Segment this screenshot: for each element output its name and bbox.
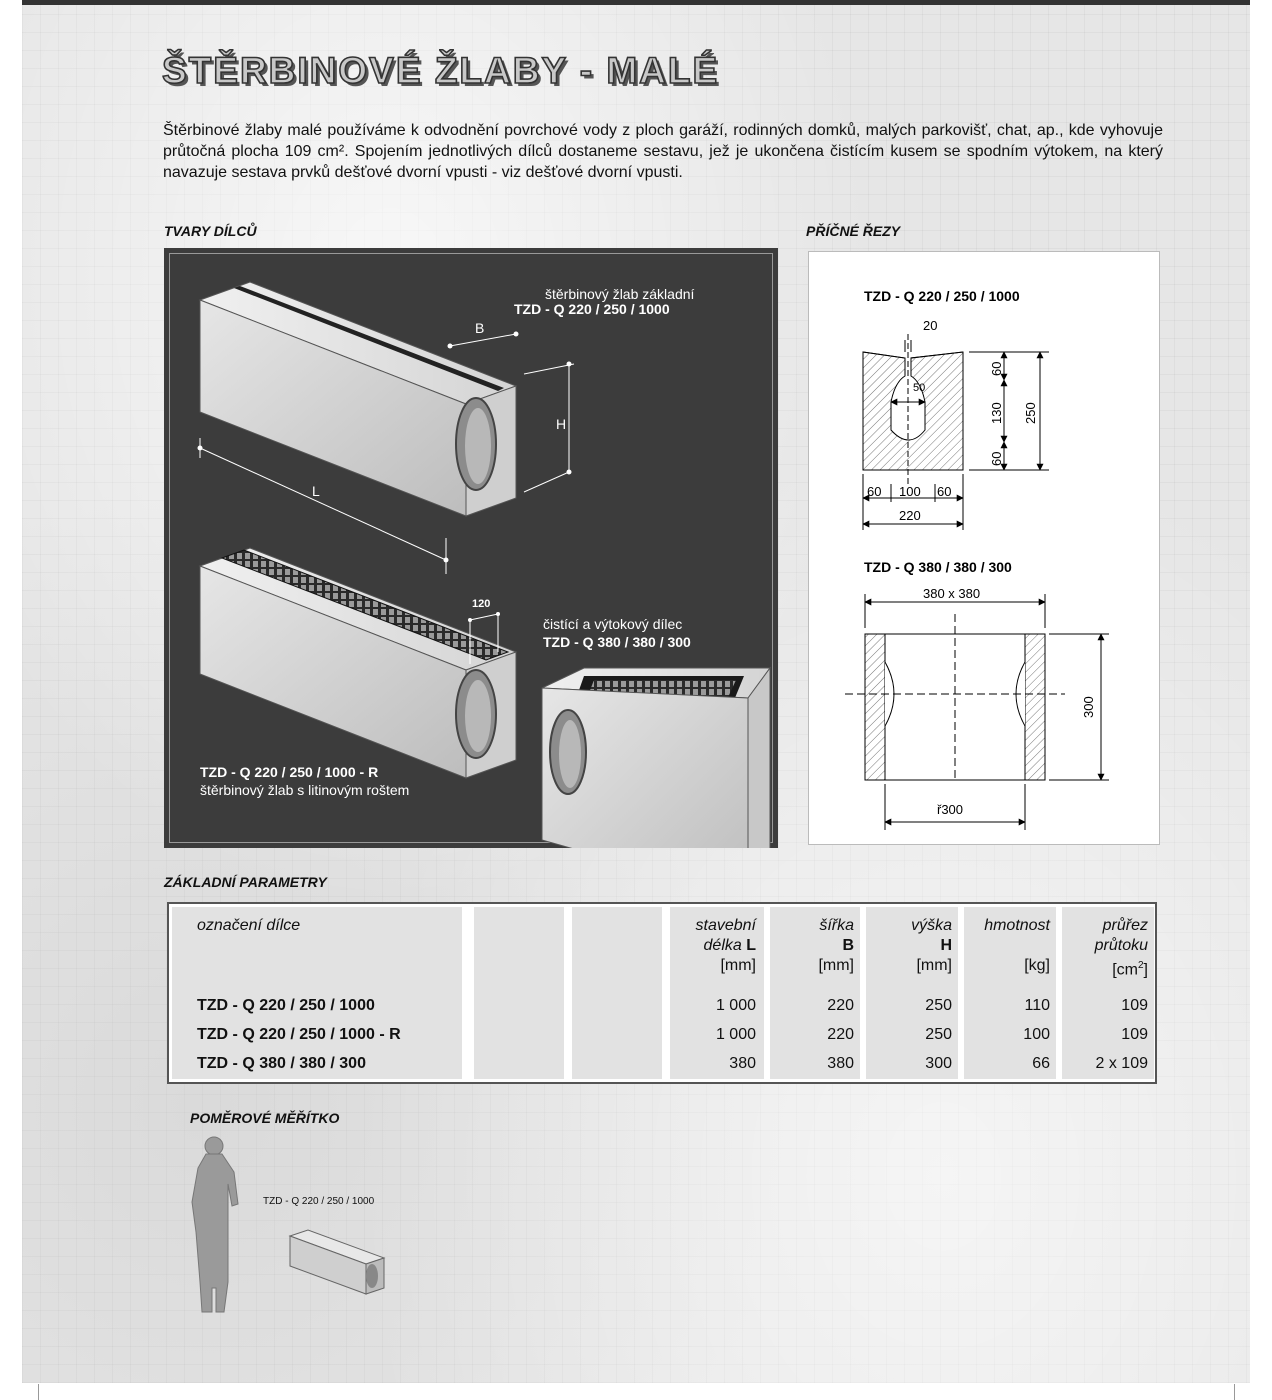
header-flow-unit-sup: 2	[1137, 960, 1144, 971]
table-row-1-flow: 109	[1121, 997, 1148, 1014]
table-row-3-flow: 2 x 109	[1095, 1055, 1148, 1072]
header-length-line2	[670, 936, 756, 956]
section-1-right-width-dim: 60	[937, 484, 952, 499]
basic-channel-caption: štěrbinový žlab základní	[545, 286, 695, 302]
header-length	[670, 916, 756, 976]
header-length-line1: stavební	[695, 917, 756, 934]
header-width-unit: [mm]	[818, 957, 854, 974]
table-row-1-length: 1 000	[715, 997, 756, 1014]
table-row-2-length: 1 000	[715, 1026, 756, 1043]
section-2-title: TZD - Q 380 / 380 / 300	[864, 559, 1012, 575]
header-name: označení dílce	[197, 917, 301, 934]
section-1-mid-height-dim: 130	[989, 402, 1004, 424]
section-1-mid-width-dim: 100	[899, 484, 921, 499]
grate-channel-drawing	[200, 548, 516, 778]
cross-sections-panel	[808, 251, 1160, 845]
header-weight	[964, 916, 1050, 976]
dimension-b-label: B	[475, 320, 485, 336]
section-2-top-dim: 380 x 380	[923, 586, 981, 601]
header-flow-unit	[1062, 956, 1148, 980]
section-1-drawing	[863, 334, 1049, 530]
header-width-symbol: B	[842, 937, 854, 954]
header-height	[866, 916, 952, 976]
header-weight-spacer	[964, 936, 1050, 956]
header-flow-unit-text: [cm	[1112, 961, 1138, 979]
section-label-scale: POMĚROVÉ MĚŘÍTKO	[190, 1110, 340, 1126]
header-length-word: délka	[703, 937, 742, 954]
header-flow	[1062, 916, 1148, 980]
section-1-inner-dim: 50	[913, 382, 926, 394]
header-width-line1: šířka	[819, 917, 854, 934]
cross-sections-drawing	[809, 252, 1159, 844]
header-length-symbol: L	[746, 937, 756, 954]
table-row-3-length: 380	[729, 1055, 756, 1072]
section-2-drawing	[845, 594, 1109, 830]
header-flow-line2: průtoku	[1094, 937, 1148, 954]
section-label-cross-sections: PŘÍČNÉ ŘEZY	[806, 223, 901, 239]
section-1-left-width-dim: 60	[867, 484, 882, 499]
header-height-unit: [mm]	[916, 957, 952, 974]
table-row-1-width: 220	[827, 997, 854, 1014]
header-width	[770, 916, 854, 976]
table-row-2-name: TZD - Q 220 / 250 / 1000 - R	[197, 1026, 401, 1043]
section-1-title: TZD - Q 220 / 250 / 1000	[864, 288, 1020, 304]
section-1-top-height-dim: 60	[989, 361, 1004, 376]
outlet-code: TZD - Q 380 / 380 / 300	[543, 634, 691, 650]
scale-caption: TZD - Q 220 / 250 / 1000	[263, 1196, 375, 1207]
table-row-3-weight: 66	[1032, 1055, 1050, 1072]
header-height-symbol: H	[940, 937, 952, 954]
table-row-1-weight: 110	[1024, 997, 1050, 1014]
header-weight-line1: hmotnost	[984, 917, 1050, 934]
shapes-drawing	[164, 248, 778, 848]
section-2-height-dim: 300	[1081, 696, 1096, 718]
section-1-total-height-dim: 250	[1023, 402, 1038, 424]
header-height-line1: výška	[911, 917, 952, 934]
outlet-caption: čistící a výtokový dílec	[543, 616, 683, 632]
dimension-h-label: H	[556, 416, 567, 432]
person-silhouette	[192, 1137, 238, 1312]
grate-channel-code: TZD - Q 220 / 250 / 1000 - R	[200, 764, 379, 780]
intro-paragraph: Štěrbinové žlaby malé používáme k odvodnění povrchové vody z ploch garáží, rodinných domků, malých parkovišť, chat, ap., kde vyhovuje průtočná plocha 109 cm². Spojením jednotlivých dílců dostaneme sestavu, jež je ukončena čistícím kusem se spodním výtokem, na který navazuje sestava prvků dešťové dvorní vpusti - viz dešťové dvorní vpusti.	[163, 122, 1163, 181]
header-width-line2	[770, 936, 854, 956]
basic-channel-drawing	[198, 282, 575, 574]
table-row-1-name: TZD - Q 220 / 250 / 1000	[197, 997, 375, 1014]
table-column-blank-2	[572, 907, 662, 1079]
section-1-slot-dim: 20	[923, 318, 938, 333]
scale-channel-drawing	[290, 1230, 384, 1294]
section-2-bottom-dim: ř300	[937, 802, 964, 817]
section-label-shapes: TVARY DÍLCŮ	[164, 223, 257, 239]
grate-channel-caption: štěrbinový žlab s litinovým roštem	[200, 782, 410, 798]
table-row-2-height: 250	[925, 1026, 952, 1043]
table-row-1-height: 250	[925, 997, 952, 1014]
dimension-l-label: L	[312, 483, 320, 499]
section-1-bottom-height-dim: 60	[989, 451, 1004, 466]
table-row-3-width: 380	[827, 1055, 854, 1072]
parameters-table	[167, 902, 1157, 1084]
scale-illustration	[180, 1132, 420, 1327]
header-height-line2	[866, 936, 952, 956]
page-title: ŠTĚRBINOVÉ ŽLABY - MALÉ	[162, 50, 720, 91]
crop-mark-left	[38, 1384, 39, 1400]
table-row-2-width: 220	[827, 1026, 854, 1043]
basic-channel-code: TZD - Q 220 / 250 / 1000	[514, 301, 670, 317]
section-1-total-width-dim: 220	[899, 508, 921, 523]
table-row-2-flow: 109	[1121, 1026, 1148, 1043]
shapes-panel	[164, 248, 778, 848]
table-row-3-name: TZD - Q 380 / 380 / 300	[197, 1055, 366, 1072]
table-row-3-height: 300	[925, 1055, 952, 1072]
header-length-unit: [mm]	[720, 957, 756, 974]
section-label-parameters: ZÁKLADNÍ PARAMETRY	[164, 874, 327, 890]
outlet-box-drawing	[542, 668, 778, 848]
crop-mark-right	[1234, 1384, 1235, 1400]
header-flow-line1: průřez	[1102, 917, 1148, 934]
header-weight-unit: [kg]	[1024, 957, 1050, 974]
header-flow-unit-close: ]	[1143, 961, 1148, 979]
table-column-blank-1	[474, 907, 564, 1079]
grate-width-label: 120	[472, 598, 491, 610]
table-row-2-weight: 100	[1023, 1026, 1050, 1043]
